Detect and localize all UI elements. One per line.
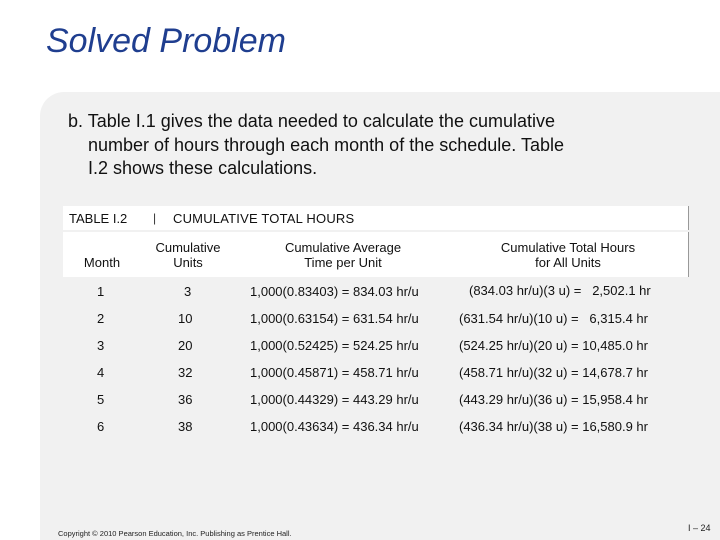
cell-month: 2 xyxy=(97,311,105,326)
header-month: Month xyxy=(83,255,121,270)
copyright-footer: Copyright © 2010 Pearson Education, Inc. Publishing as Prentice Hall. xyxy=(58,529,292,538)
cell-avg-time: 1,000(0.44329) = 443.29 hr/u xyxy=(250,392,419,407)
header-cumulative-total-hours xyxy=(463,240,673,270)
header-total-hours-line2: for All Units xyxy=(535,255,601,270)
cell-units: 38 xyxy=(178,419,193,434)
cell-units: 32 xyxy=(178,365,193,380)
table-label: TABLE I.2 xyxy=(69,211,128,226)
header-avg-time-line2: Time per Unit xyxy=(304,255,382,270)
header-cumulative-units-line1: Cumulative xyxy=(155,240,221,255)
intro-text-line-2: number of hours through each month of the schedule. Table xyxy=(88,135,564,155)
intro-text-line-1: b. Table I.1 gives the data needed to calculate the cumulative xyxy=(68,111,555,131)
cell-total-hours: (524.25 hr/u)(20 u) = 10,485.0 hr xyxy=(459,338,648,353)
header-avg-time-line1: Cumulative Average xyxy=(284,240,402,255)
header-cumulative-units-line2: Units xyxy=(173,255,203,270)
table-separator: | xyxy=(153,211,157,225)
cell-month: 1 xyxy=(97,284,105,299)
cell-month: 5 xyxy=(97,392,105,407)
header-cumulative-average-time xyxy=(253,240,433,270)
cell-month: 3 xyxy=(97,338,105,353)
cell-avg-time: 1,000(0.52425) = 524.25 hr/u xyxy=(250,338,419,353)
cell-units: 3 xyxy=(184,284,192,299)
cell-total-hours: (631.54 hr/u)(10 u) = 6,315.4 hr xyxy=(459,311,648,326)
cell-avg-time: 1,000(0.45871) = 458.71 hr/u xyxy=(250,365,419,380)
table-header xyxy=(63,232,689,277)
cell-total-hours: (458.71 hr/u)(32 u) = 14,678.7 hr xyxy=(459,365,648,380)
cell-units: 36 xyxy=(178,392,193,407)
table-caption xyxy=(63,206,689,230)
cell-avg-time: 1,000(0.43634) = 436.34 hr/u xyxy=(250,419,419,434)
page-number: I – 24 xyxy=(688,523,711,533)
cell-avg-time: 1,000(0.63154) = 631.54 hr/u xyxy=(250,311,419,326)
table-title: CUMULATIVE TOTAL HOURS xyxy=(173,211,355,226)
cell-total-hours: (443.29 hr/u)(36 u) = 15,958.4 hr xyxy=(459,392,648,407)
cell-month: 6 xyxy=(97,419,105,434)
intro-text-line-3: I.2 shows these calculations. xyxy=(88,158,318,178)
header-cumulative-units xyxy=(143,240,233,270)
cell-total-hours: (834.03 hr/u)(3 u) = 2,502.1 hr xyxy=(469,283,651,298)
cell-units: 20 xyxy=(178,338,193,353)
cell-avg-time: 1,000(0.83403) = 834.03 hr/u xyxy=(250,284,419,299)
slide-title: Solved Problem xyxy=(46,22,287,60)
cell-units: 10 xyxy=(178,311,193,326)
header-total-hours-line1: Cumulative Total Hours xyxy=(500,240,636,255)
cell-month: 4 xyxy=(97,365,105,380)
cell-total-hours: (436.34 hr/u)(38 u) = 16,580.9 hr xyxy=(459,419,648,434)
